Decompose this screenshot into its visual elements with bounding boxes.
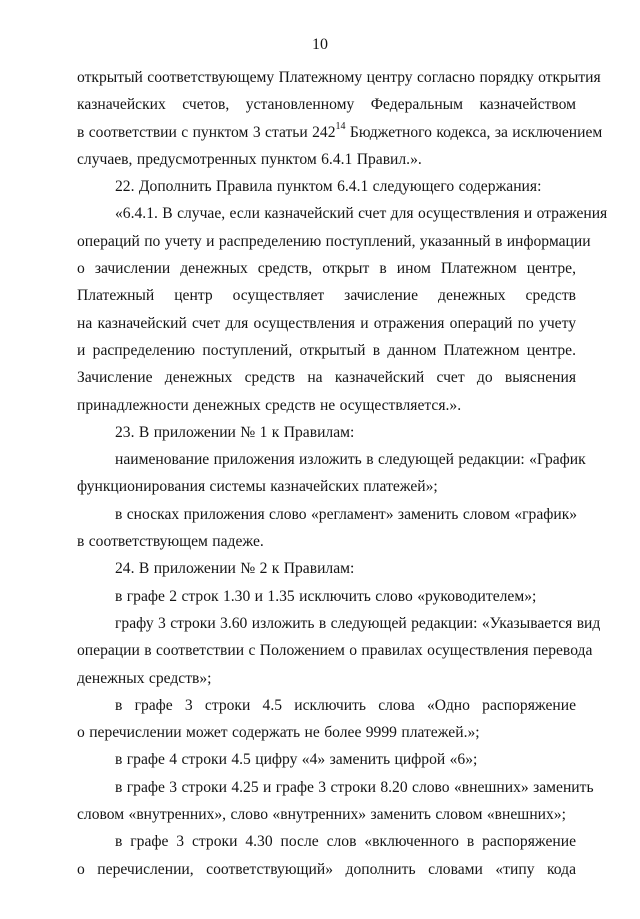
text-line: 23. В приложении № 1 к Правилам: [115,423,355,441]
text-line: в графе 4 строки 4.5 цифру «4» заменить цифрой «6»; [115,751,478,769]
text-line: операции в соответствии с Положением о правилах осуществления перевода [77,642,593,660]
paragraph [77,501,576,556]
paragraph-item-23 [77,419,576,446]
paragraph-item-24 [77,555,576,582]
text-line: казначейских счетов, установленному Федеральным казначейством [77,96,576,114]
text-line: функционирования системы казначейских платежей»; [77,478,438,496]
text-line: 22. Дополнить Правила пунктом 6.4.1 следующего содержания: [115,178,542,196]
text-line: в графе 3 строки 4.5 исключить слова «Одно распоряжение [115,696,576,714]
page-number: 10 [312,36,328,53]
text-line: в графе 3 строки 4.30 после слов «включенного в распоряжение [115,833,576,851]
text-line: в сносках приложения слово «регламент» заменить словом «график» [115,505,578,523]
paragraph [77,583,576,610]
paragraph-item-22 [77,173,576,200]
paragraph-quote-6-4-1 [77,200,608,418]
text-line: в соответствующем падеже. [77,533,264,551]
text-line: на казначейский счет для осуществления и отражения операций по учету [77,314,576,332]
paragraph [77,746,576,773]
text-line: открытый соответствующему Платежному центру согласно порядку открытия [77,69,601,86]
text-line: операций по учету и распределению поступлений, указанный в информации [77,232,591,250]
text-line: денежных средств»; [77,669,212,687]
paragraph [77,446,586,501]
text-line [77,119,603,146]
paragraph-continuation [77,64,603,173]
text-line: 24. В приложении № 2 к Правилам: [115,560,355,578]
text-line: о перечислении, соответствующий» дополнить словами «типу кода [77,860,576,878]
paragraph [77,610,601,692]
document-body [77,64,608,883]
text-line: и распределению поступлений, открытый в данном Платежном центре. [77,341,576,359]
paragraph [77,774,594,829]
text-line: о перечислении может содержать не более 9999 платежей.»; [77,724,480,742]
text-fragment: в соответствии с пунктом 3 статьи 242 [77,123,336,141]
text-line: о зачислении денежных средств, открыт в ином Платежном центре, [77,260,576,278]
superscript: 14 [335,121,346,133]
text-line: случаев, предусмотренных пунктом 6.4.1 Правил.». [77,150,422,168]
text-line: «6.4.1. В случае, если казначейский счет для осуществления и отражения [115,205,608,223]
text-line: в графе 3 строки 4.25 и графе 3 строки 8.20 слово «внешних» заменить [115,778,594,796]
text-line: в графе 2 строк 1.30 и 1.35 исключить слово «руководителем»; [115,587,537,605]
text-line: наименование приложения изложить в следующей редакции: «График [115,451,586,469]
paragraph [77,828,576,883]
text-fragment: Бюджетного кодекса, за исключением [345,123,603,141]
paragraph [77,692,576,747]
text-line: словом «внутренних», слово «внутренних» заменить словом «внешних»; [77,806,566,824]
text-line: принадлежности денежных средств не осуществляется.». [77,396,462,414]
text-line: графу 3 строки 3.60 изложить в следующей редакции: «Указывается вид [115,614,601,632]
text-line: Платежный центр осуществляет зачисление денежных средств [77,287,576,305]
text-line: Зачисление денежных средств на казначейский счет до выяснения [77,369,576,387]
